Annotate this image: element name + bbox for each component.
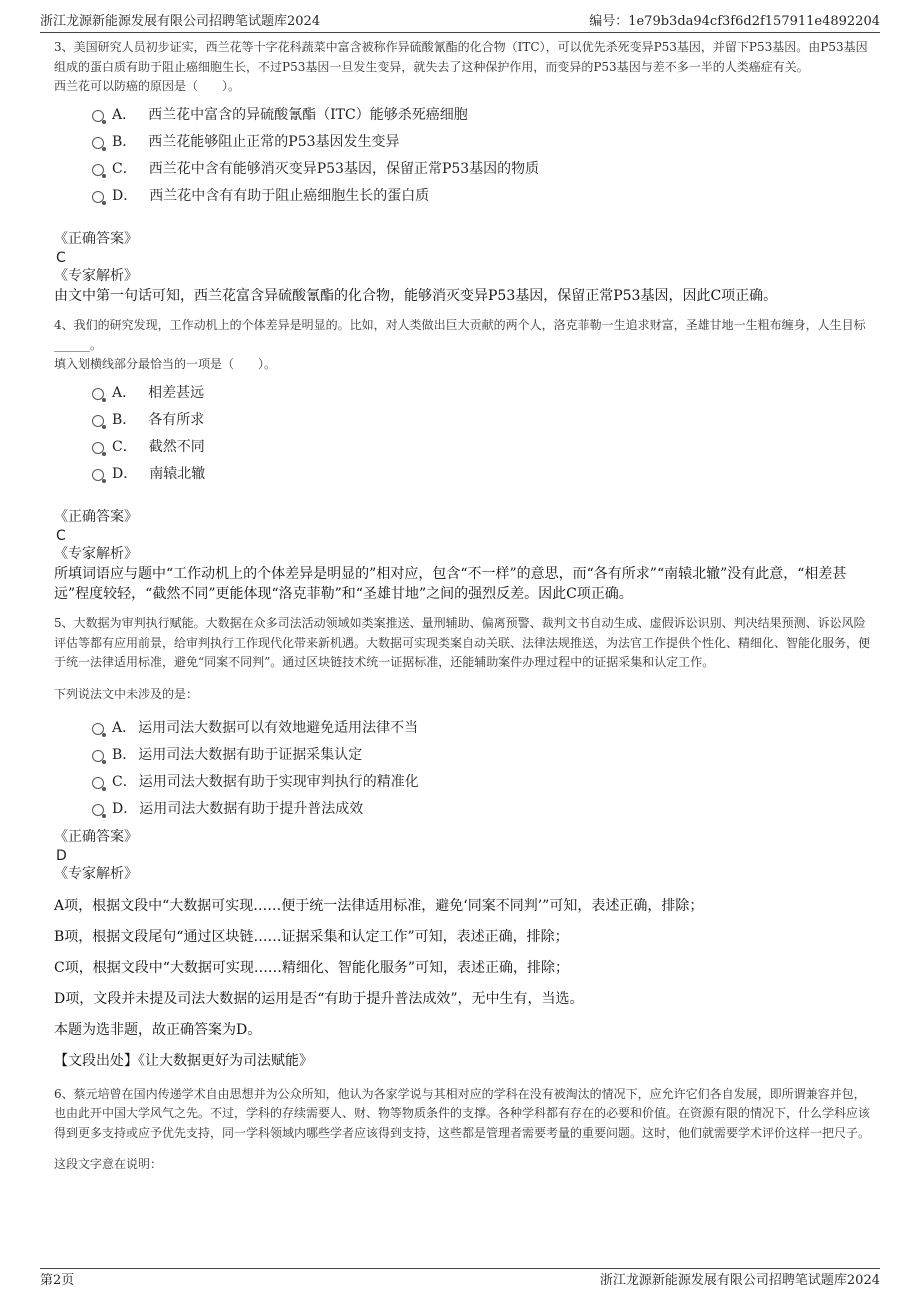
answer-label: 《正确答案》 [54, 828, 138, 845]
question-5-analysis-line: C项，根据文段中“大数据可实现……精细化、智能化服务”可知，表述正确，排除； [54, 959, 570, 976]
question-6 [54, 1085, 872, 1175]
option-letter: B． [112, 411, 137, 428]
question-4-option-c[interactable] [92, 432, 872, 459]
radio-icon[interactable] [92, 469, 104, 481]
question-5 [54, 614, 872, 1071]
option-letter: A． [112, 106, 137, 123]
question-3-ask: 西兰花可以防癌的原因是（ ）。 [54, 79, 241, 93]
option-text: 西兰花能够阻止正常的P53基因发生变异 [148, 133, 400, 150]
option-text: 运用司法大数据有助于提升普法成效 [139, 801, 364, 817]
page-header [40, 12, 880, 33]
option-text: 西兰花中含有有助于阻止癌细胞生长的蛋白质 [149, 187, 430, 204]
radio-icon[interactable] [92, 191, 104, 203]
question-3-option-d[interactable] [92, 181, 872, 208]
question-5-ask: 下列说法文中未涉及的是： [54, 686, 199, 701]
analysis-label: 《专家解析》 [54, 268, 138, 284]
question-4-analysis: 所填词语应与题中“工作动机上的个体差异是明显的”相对应，包含“不一样”的意思，而“各有所求”“南辕北辙”没有此意，“相差甚远”程度较轻，“截然不同”更能体现“洛克菲勒”和“圣雄甘地”之间的强烈反差。因此C项正确。 [54, 566, 847, 602]
option-letter: C． [112, 774, 137, 790]
option-text: 相差甚远 [148, 384, 205, 401]
option-text: 运用司法大数据可以有效地避免适用法律不当 [138, 720, 419, 736]
radio-icon[interactable] [92, 750, 104, 762]
question-5-analysis-line: 本题为选非题，故正确答案为D。 [54, 1021, 262, 1038]
question-5-option-c[interactable] [92, 768, 872, 795]
option-text: 运用司法大数据有助于证据采集认定 [138, 747, 363, 763]
option-letter: B． [112, 747, 137, 763]
question-4-options [92, 378, 872, 486]
footer-title: 浙江龙源新能源发展有限公司招聘笔试题库2024 [599, 1273, 880, 1288]
question-5-options [92, 714, 872, 822]
analysis-label: 《专家解析》 [54, 546, 138, 562]
question-3-text: 3、美国研究人员初步证实，西兰花等十字花科蔬菜中富含被称作异硫酸氰酯的化合物（ITC），可以优先杀死变异P53基因，并留下P53基因。由P53基因组成的蛋白质有助于阻止癌细胞生长，不过P53基因一旦发生变异，就失去了这种保护作用，而变异的P53基因与差不多一半的人类癌症有关。 [54, 40, 868, 74]
radio-icon[interactable] [92, 110, 104, 122]
question-4-ask: 填入划横线部分最恰当的一项是（ ）。 [54, 357, 277, 371]
radio-icon[interactable] [92, 415, 104, 427]
radio-icon[interactable] [92, 164, 104, 176]
question-5-analysis-line: D项，文段并未提及司法大数据的运用是否“有助于提升普法成效”，无中生有，当选。 [54, 990, 584, 1007]
option-text: 各有所求 [148, 411, 205, 428]
radio-icon[interactable] [92, 388, 104, 400]
header-code: 编号：1e79b3da94cf3f6d2f157911e4892204 [589, 14, 880, 29]
option-letter: D． [112, 801, 138, 817]
question-3-option-a[interactable] [92, 100, 872, 127]
radio-icon[interactable] [92, 777, 104, 789]
radio-icon[interactable] [92, 723, 104, 735]
option-letter: B． [112, 133, 137, 150]
radio-icon[interactable] [92, 137, 104, 149]
answer-label: 《正确答案》 [54, 231, 138, 247]
footer-page-number: 第2页 [40, 1273, 75, 1288]
option-text: 运用司法大数据有助于实现审判执行的精准化 [138, 774, 419, 790]
radio-icon[interactable] [92, 442, 104, 454]
option-letter: C． [112, 160, 137, 177]
option-letter: C． [112, 438, 137, 455]
question-3 [54, 38, 872, 306]
question-5-analysis-line: B项，根据文段尾句“通过区块链……证据采集和认定工作”可知，表述正确，排除； [54, 928, 569, 945]
question-4-answer: C [56, 528, 66, 544]
question-4-option-d[interactable] [92, 459, 872, 486]
page-footer [40, 1268, 880, 1291]
option-text: 西兰花中含有能够消灭变异P53基因，保留正常P53基因的物质 [148, 160, 540, 177]
analysis-label: 《专家解析》 [54, 865, 138, 882]
option-text: 截然不同 [148, 438, 205, 455]
option-letter: D． [112, 465, 138, 482]
option-text: 西兰花中富含的异硫酸氰酯（ITC）能够杀死癌细胞 [148, 106, 468, 123]
option-letter: D． [112, 187, 138, 204]
question-3-options [92, 100, 872, 208]
question-5-source: 【文段出处】《让大数据更好为司法赋能》 [54, 1052, 313, 1069]
question-4-option-a[interactable] [92, 378, 872, 405]
question-5-analysis-line: A项，根据文段中“大数据可实现……便于统一法律适用标准，避免‘同案不同判’”可知，表述正确，排除； [54, 897, 704, 914]
radio-icon[interactable] [92, 804, 104, 816]
option-letter: A． [112, 384, 137, 401]
question-3-option-b[interactable] [92, 127, 872, 154]
question-4-text: 4、我们的研究发现，工作动机上的个体差异是明显的。比如，对人类做出巨大贡献的两个人，洛克菲勒一生追求财富，圣雄甘地一生粗布缠身，人生目标______。 [54, 318, 866, 352]
question-6-text: 6、蔡元培曾在国内传递学术自由思想并为公众所知，他认为各家学说与其相对应的学科在没有被淘汰的情况下，应允许它们各自发展，即所谓兼容并包，也由此开中国大学风气之先。不过，学科的存续需要人、财、物等物质条件的支撑。各种学科都有存在的必要和价值。在资源有限的情况下，什么学科应该得到更多支持或应予优先支持，同一学科领域内哪些学者应该得到支持，这些都是管理者需要考量的重要问题。这时，他们就需要学术评价这样一把尺子。 [54, 1086, 871, 1140]
option-letter: A． [112, 720, 137, 736]
question-5-answer: D [56, 847, 67, 864]
page-content [54, 38, 872, 1178]
question-4-option-b[interactable] [92, 405, 872, 432]
answer-label: 《正确答案》 [54, 509, 138, 525]
header-title: 浙江龙源新能源发展有限公司招聘笔试题库2024 [40, 14, 321, 29]
question-5-option-d[interactable] [92, 795, 872, 822]
question-5-option-b[interactable] [92, 741, 872, 768]
option-text: 南辕北辙 [149, 465, 206, 482]
question-5-option-a[interactable] [92, 714, 872, 741]
question-3-analysis: 由文中第一句话可知，西兰花富含异硫酸氰酯的化合物，能够消灭变异P53基因，保留正常P53基因，因此C项正确。 [54, 288, 778, 304]
question-6-ask: 这段文字意在说明： [54, 1157, 163, 1171]
question-3-option-c[interactable] [92, 154, 872, 181]
question-4 [54, 316, 872, 604]
question-5-text: 5、大数据为审判执行赋能。大数据在众多司法活动领域如类案推送、量刑辅助、偏离预警、裁判文书自动生成、虚假诉讼识别、判决结果预测、诉讼风险评估等都有应用前景，给审判执行工作现代化带来新机遇。大数据可实现类案自动关联、法律法规推送，为法官工作提供个性化、精细化、智能化服务，便于统一法律适用标准，避免“同案不同判”。通过区块链技术统一证据标准，还能辅助案件办理过程中的证据采集和认定工作。 [54, 616, 871, 669]
question-3-answer: C [56, 250, 66, 266]
